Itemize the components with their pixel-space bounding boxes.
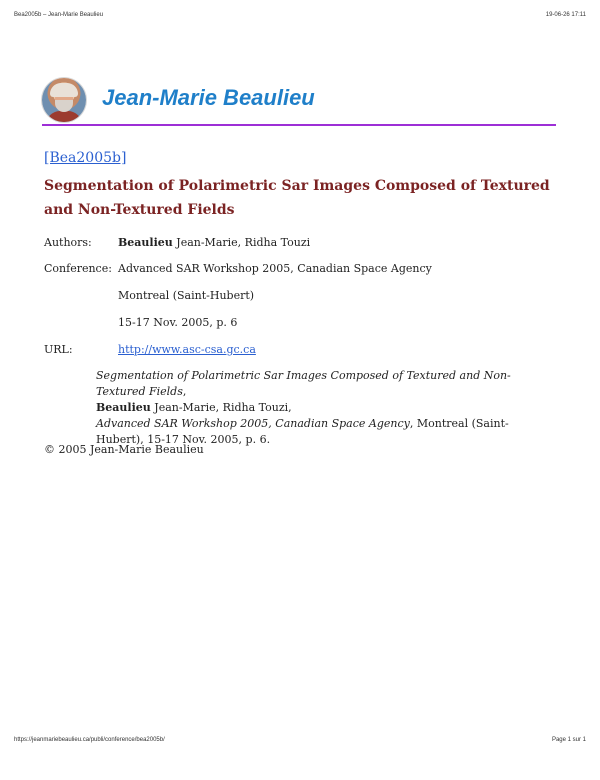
authors-bold: Beaulieu [118,236,173,249]
citation-title: Segmentation of Polarimetric Sar Images Composed of Textured and Non-Textured Fields [96,369,511,398]
site-header [42,76,556,126]
citation-author-bold: Beaulieu [96,401,151,414]
conference-label: Conference: [44,262,112,275]
avatar-hair [50,83,78,97]
authors-label: Authors: [44,236,92,249]
avatar-shirt [46,111,82,122]
print-header-title: Bea2005b – Jean-Marie Beaulieu [14,12,104,18]
conference-line-3: 15-17 Nov. 2005, p. 6 [118,316,238,329]
print-footer-url: https://jeanmariebeaulieu.ca/publi/conference/bea2005b/ [14,737,165,743]
print-header [14,12,586,22]
url-link[interactable]: http://www.asc-csa.gc.ca [118,343,256,356]
print-header-datetime: 19-06-26 17:11 [545,12,586,18]
authors-rest: Jean-Marie, Ridha Touzi [172,236,311,249]
paper-title: Segmentation of Polarimetric Sar Images Composed of Textured and Non-Textured Fields [44,178,550,218]
citation-title-comma: , [182,385,187,398]
citation-authors-rest: Jean-Marie, Ridha Touzi, [150,401,292,414]
reference-key-link[interactable]: [Bea2005b] [44,150,127,166]
conference-line-2: Montreal (Saint-Hubert) [118,289,255,302]
authors-value [118,236,310,250]
print-footer [14,737,586,747]
url-label: URL: [44,343,73,356]
conference-line-1: Advanced SAR Workshop 2005, Canadian Space Agency [118,262,432,275]
header-divider [42,124,556,126]
citation-venue: Advanced SAR Workshop 2005, Canadian Space Agency [96,417,410,430]
avatar[interactable] [42,78,86,122]
site-title-link[interactable]: Jean-Marie Beaulieu [102,85,315,110]
print-footer-page: Page 1 sur 1 [551,737,586,743]
avatar-beard [55,100,73,112]
copyright-text: © 2005 Jean-Marie Beaulieu [44,443,204,456]
citation-block [96,368,556,448]
citation-venue-rest: , Montreal (Saint-Hubert), 15-17 Nov. 2005, p. 6. [96,417,509,446]
